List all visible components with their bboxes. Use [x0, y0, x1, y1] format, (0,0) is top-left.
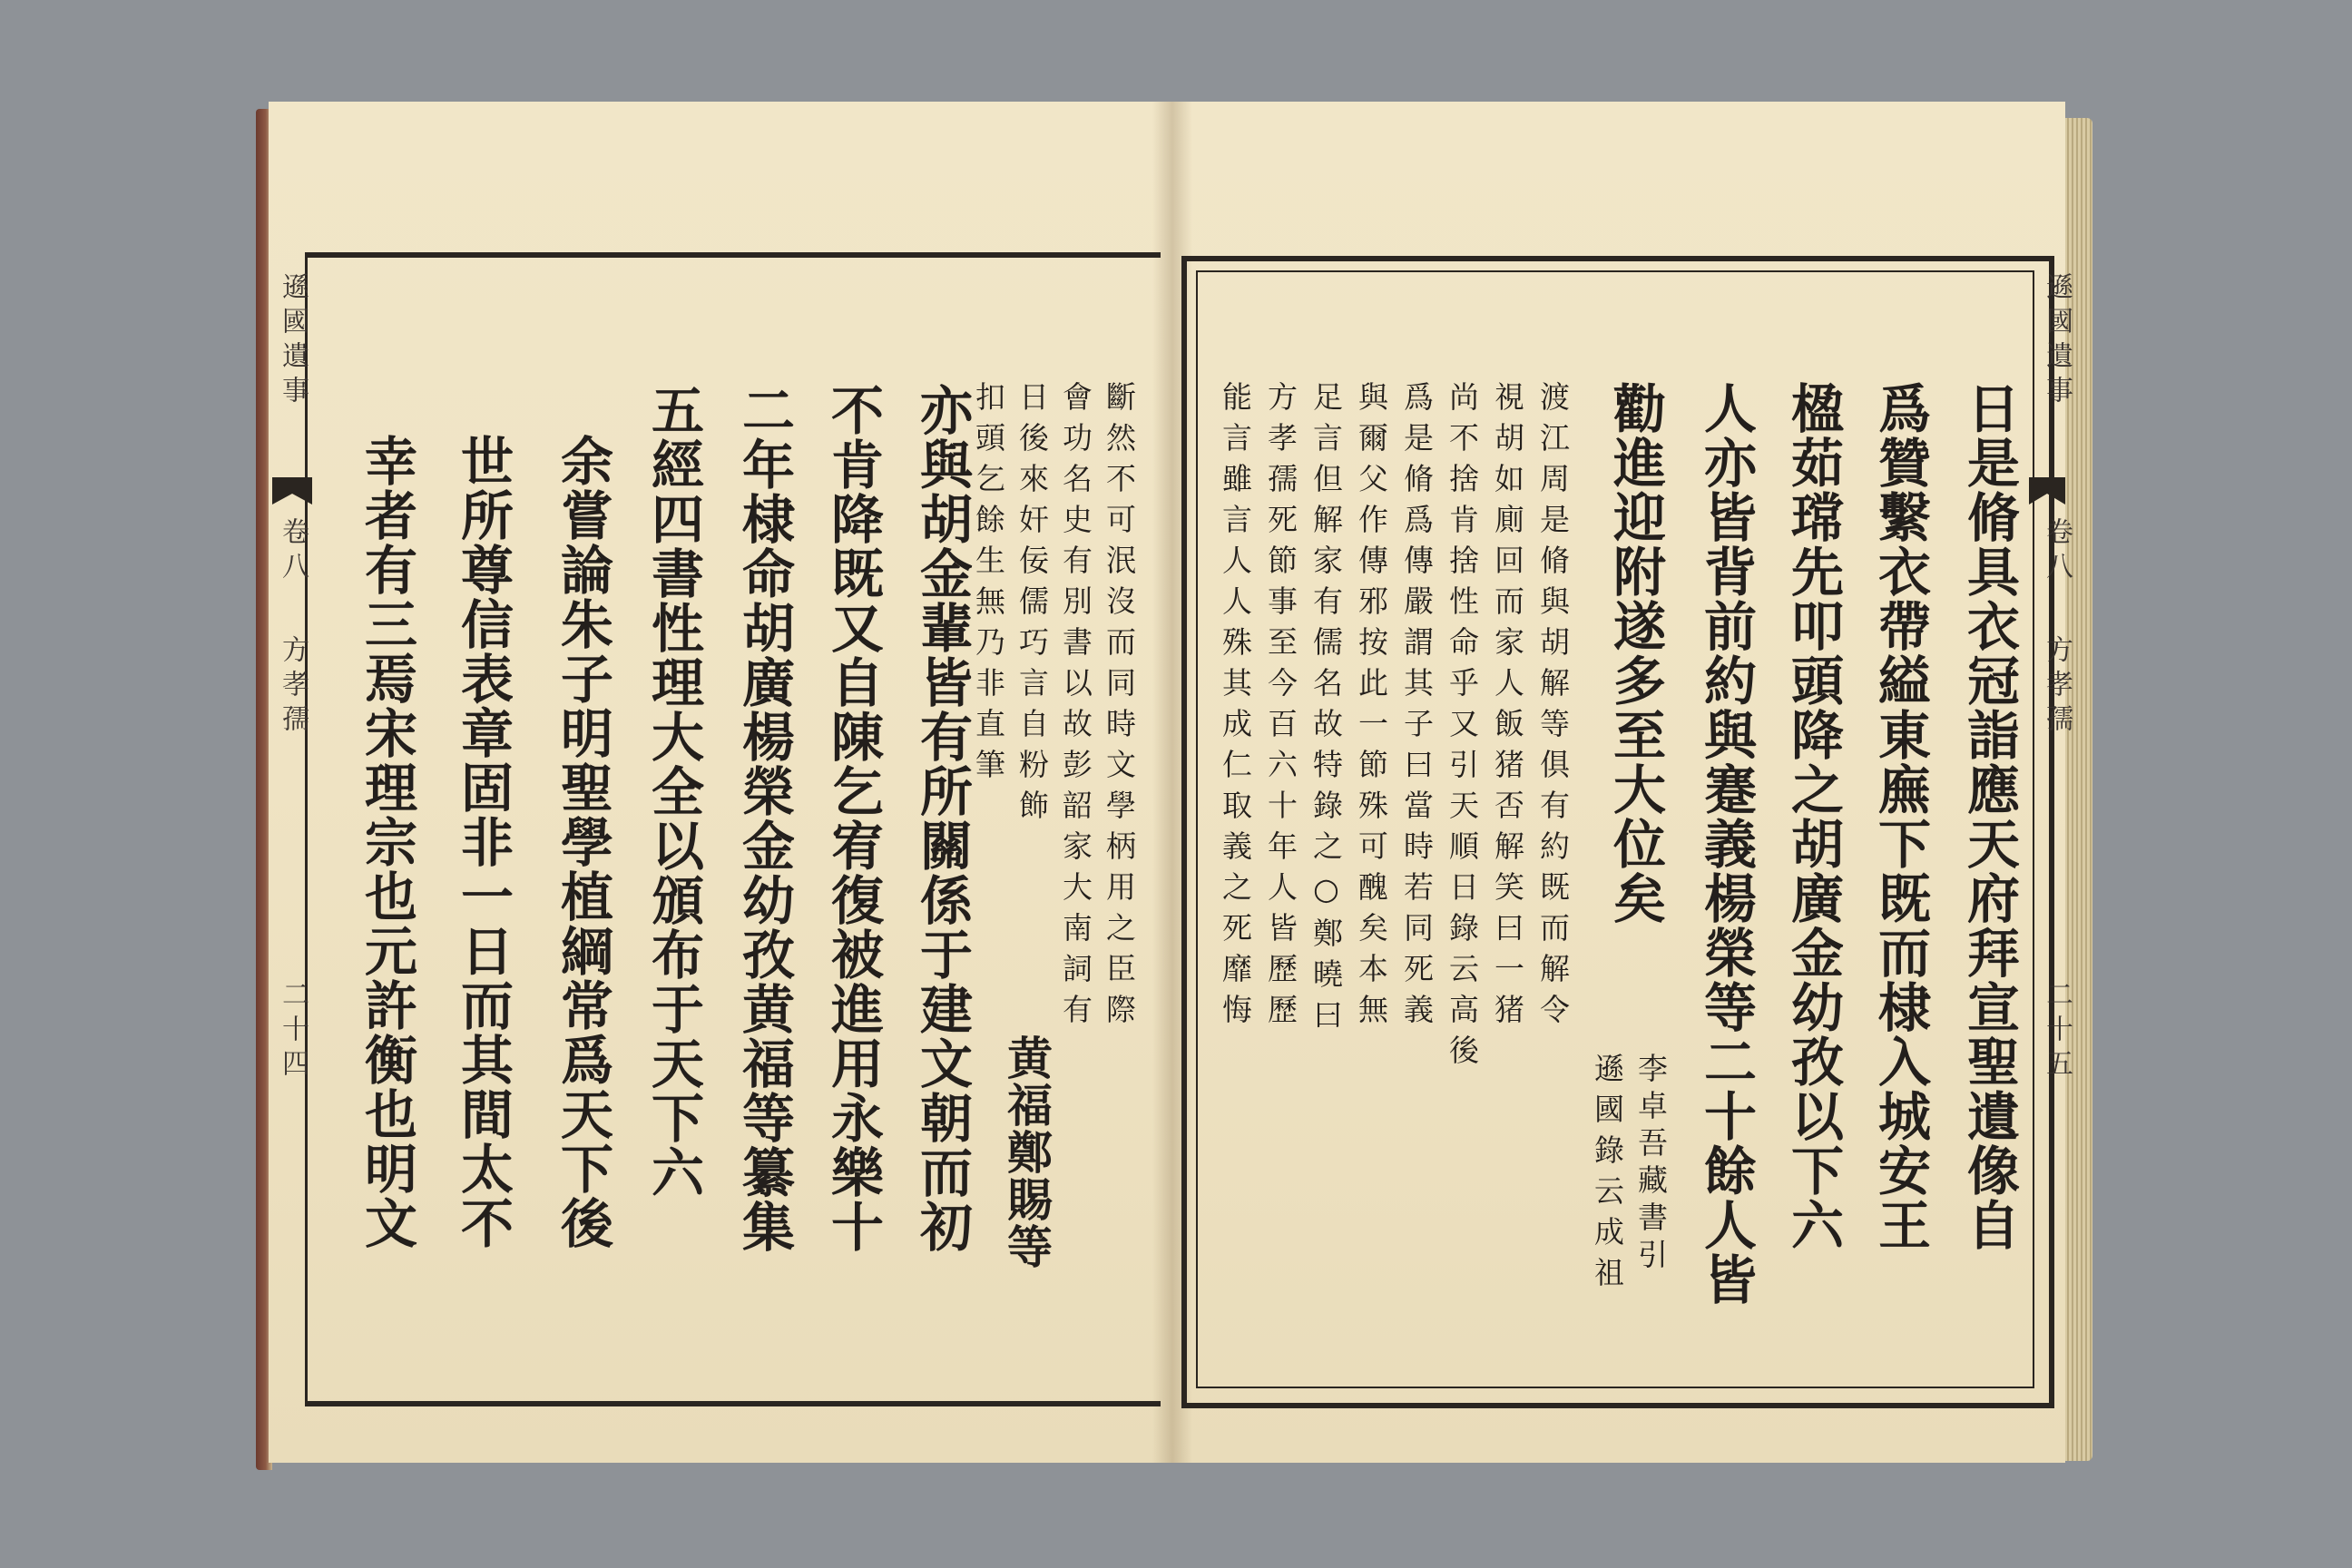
- right-margin-page: 二十五: [2041, 980, 2073, 1083]
- left-text-column: 余嘗論朱子明聖學植綱常爲天下後: [552, 434, 613, 1250]
- right-commentary-line: 渡江周是脩與胡解等俱有約既而解令: [1535, 381, 1571, 1034]
- left-margin-title: 遜國遺事: [277, 272, 309, 410]
- right-commentary-line: 能言雖言人人殊其成仁取義之死靡悔: [1218, 381, 1253, 1034]
- right-margin-section: 方孝孺: [2041, 635, 2073, 739]
- left-margin-page: 二十四: [277, 980, 309, 1083]
- left-commentary-line: 會功名史有別書以故彭韶家大南詞有: [1058, 381, 1093, 1034]
- left-commentary-name: 黄福鄭賜等: [1000, 1034, 1054, 1270]
- left-text-column: 幸者有三焉宋理宗也元許衡也明文: [356, 434, 417, 1250]
- right-text-column: 日是脩具衣冠詣應天府拜宣聖遺像自: [1958, 381, 2020, 1252]
- right-text-column: 爲贊繫衣帶縊東廡下既而棣入城安王: [1869, 381, 1931, 1252]
- right-commentary-line: 足言但解家有儒名故特錄之○鄭曉曰: [1308, 381, 1344, 1040]
- left-text-column: 亦與胡金輩皆有所關係于建文朝而初: [911, 383, 973, 1254]
- left-margin-section: 方孝孺: [277, 635, 309, 739]
- left-text-column: 不肯降既又自陳乞宥復被進用永樂十: [822, 383, 884, 1254]
- left-text-column: 世所尊信表章固非一日而其間太不: [452, 434, 514, 1250]
- right-commentary-line: 與爾父作傳邪按此一節殊可醜矣本無: [1354, 381, 1389, 1034]
- left-commentary-line: 日後來奸佞儒巧言自粉飾: [1014, 381, 1050, 830]
- right-margin-volume: 卷八: [2041, 517, 2073, 586]
- left-text-column: 五經四書性理大全以頒布于天下六: [642, 383, 704, 1200]
- right-commentary-line: 爲是脩爲傳嚴謂其子曰當時若同死義: [1399, 381, 1435, 1034]
- right-commentary-line: 視胡如廁回而家人飯猪否解笑曰一猪: [1490, 381, 1525, 1034]
- right-text-column: 楹茹瑺先叩頭降之胡廣金幼孜以下六: [1782, 381, 1844, 1252]
- right-text-column: 人亦皆背前約與蹇義楊榮等二十餘人皆: [1695, 381, 1757, 1307]
- right-margin-title: 遜國遺事: [2041, 272, 2073, 410]
- right-commentary-line: 尚不捨肯捨性命乎又引天順日錄云高後: [1445, 381, 1480, 1075]
- right-commentary-line: 方孝孺死節事至今百六十年人皆歷歷: [1263, 381, 1298, 1034]
- left-commentary-line: 扣頭乞餘生無乃非直筆: [971, 381, 1006, 789]
- left-text-column: 二年棣命胡廣楊榮金幼孜黄福等纂集: [733, 383, 795, 1254]
- left-commentary-line: 斷然不可泯沒而同時文學柄用之臣際: [1102, 381, 1137, 1034]
- right-commentary-line: 遜國錄云成祖: [1590, 1053, 1625, 1298]
- right-note-header: 李卓吾藏書引: [1633, 1053, 1669, 1276]
- left-margin-volume: 卷八: [277, 517, 309, 586]
- right-text-column: 勸進迎附遂多至大位矣: [1604, 381, 1666, 926]
